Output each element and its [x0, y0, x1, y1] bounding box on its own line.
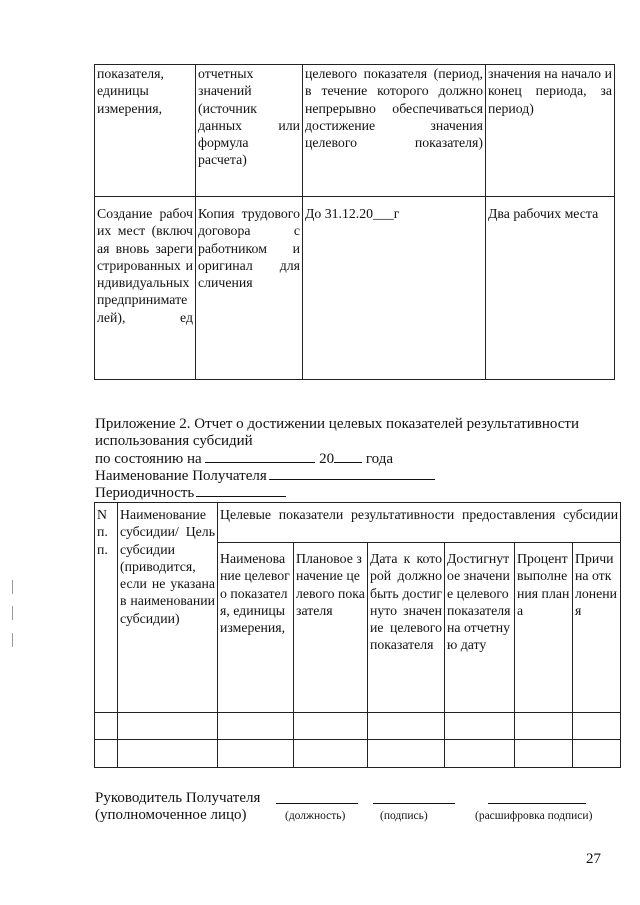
- year-blank[interactable]: [334, 450, 362, 463]
- appendix-title: Приложение 2. Отчет о достижении целевых показателей результативности: [95, 416, 579, 432]
- table-row: [95, 197, 615, 380]
- table-cell: N п. п.: [95, 503, 118, 713]
- signature-label: Руководитель Получателя: [95, 790, 261, 806]
- table-cell[interactable]: [515, 713, 573, 740]
- table-cell: Два рабочих места: [486, 197, 615, 380]
- position-caption: (должность): [285, 810, 346, 822]
- table-row: [95, 740, 621, 768]
- page-number: 27: [586, 851, 601, 867]
- table-cell[interactable]: [118, 713, 218, 740]
- report-date-line: по состоянию на 20 года: [95, 451, 394, 467]
- recipient-line: Наименование Получателя: [95, 467, 435, 485]
- table-cell[interactable]: [515, 740, 573, 768]
- table-cell: отчетных значений (источник данных или формула расчета): [196, 65, 303, 197]
- table-cell: Дата к которой должно быть достигнуто значение целевого показателя: [368, 543, 445, 713]
- signature-caption: (подпись): [380, 810, 428, 822]
- appendix-title-cont: использования субсидий: [95, 433, 253, 449]
- table-cell[interactable]: [294, 740, 368, 768]
- decode-field[interactable]: [488, 803, 586, 804]
- table-cell: показателя, единицы измерения,: [95, 65, 196, 197]
- table-cell: Достигнутое значение целевого показателя на отчетную дату: [445, 543, 515, 713]
- table-cell: Причина отклонения: [573, 543, 621, 713]
- table-cell: Процент выполнения плана: [515, 543, 573, 713]
- table-row: [95, 713, 621, 740]
- decode-caption: (расшифровка подписи): [475, 810, 593, 822]
- position-field[interactable]: [276, 803, 358, 804]
- scan-mark: [12, 606, 13, 620]
- table-cell: Создание рабочих мест (включая вновь зарегистрированных индивидуальных предпринимателей), ед: [95, 197, 196, 380]
- table-cell[interactable]: [95, 713, 118, 740]
- table-cell: Целевые показатели результативности предоставления субсидии: [218, 503, 621, 543]
- table-cell[interactable]: [445, 740, 515, 768]
- table-cell[interactable]: [573, 713, 621, 740]
- signature-field[interactable]: [373, 803, 455, 804]
- periodicity-blank[interactable]: [196, 484, 286, 497]
- signature-label-cont: (уполномоченное лицо): [95, 807, 247, 823]
- table-cell[interactable]: [294, 713, 368, 740]
- periodicity-line: Периодичность: [95, 484, 286, 502]
- table-cell[interactable]: [218, 713, 294, 740]
- table-cell: Наименование субсидии/ Цель субсидии (приводится, если не указана в наименовании субсидии): [118, 503, 218, 713]
- table-cell[interactable]: [95, 740, 118, 768]
- table-header-row: [95, 503, 621, 543]
- table-cell[interactable]: [573, 740, 621, 768]
- table-cell: Наименование целевого показателя, единицы измерения,: [218, 543, 294, 713]
- table-cell[interactable]: [218, 740, 294, 768]
- table-cell[interactable]: [368, 713, 445, 740]
- table-cell[interactable]: [368, 740, 445, 768]
- report-table: [94, 502, 621, 768]
- table-header-row: [95, 65, 615, 197]
- scan-mark: [12, 580, 13, 594]
- table-cell[interactable]: [445, 713, 515, 740]
- indicator-table: [94, 64, 615, 380]
- scan-mark: [12, 633, 13, 647]
- recipient-blank[interactable]: [269, 467, 435, 480]
- table-cell[interactable]: [118, 740, 218, 768]
- table-cell: Копия трудового договора с работником и оригинал для сличения: [196, 197, 303, 380]
- table-cell: До 31.12.20___г: [303, 197, 486, 380]
- table-cell: значения на начало и конец периода, за период): [486, 65, 615, 197]
- date-blank[interactable]: [205, 450, 315, 463]
- table-cell: целевого показателя (период, в течение которого должно непрерывно обеспечиваться достижение значения целевого показателя): [303, 65, 486, 197]
- table-cell: Плановое значение целевого показателя: [294, 543, 368, 713]
